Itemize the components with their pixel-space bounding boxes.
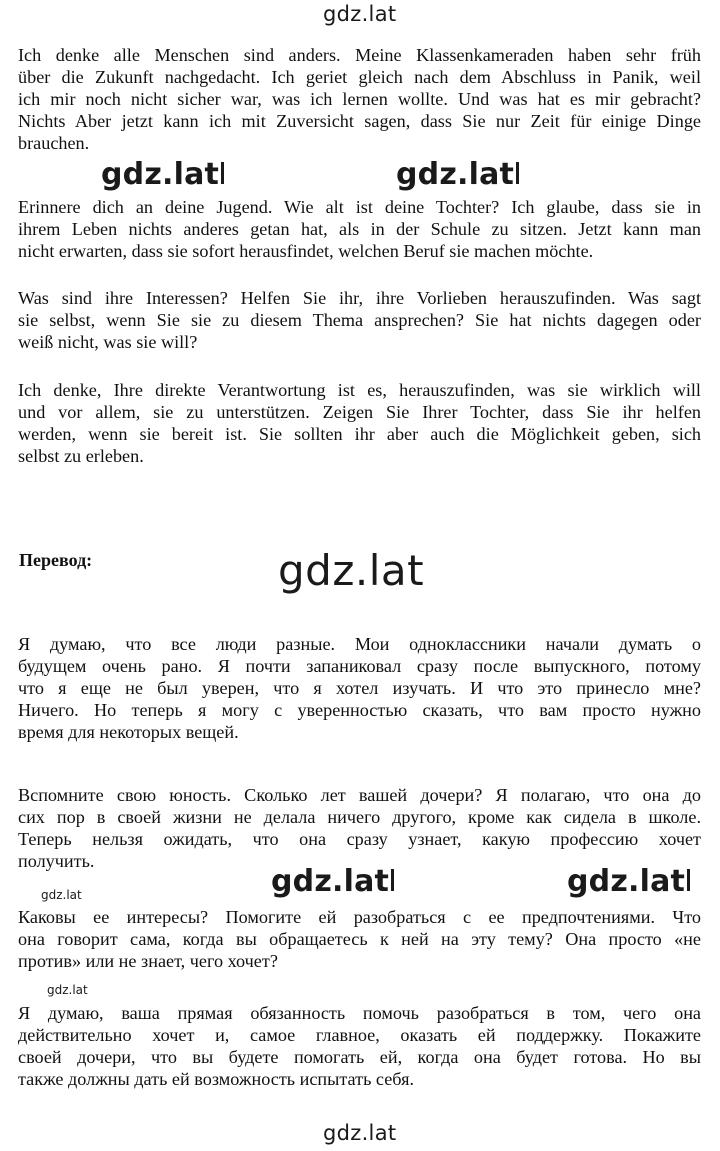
watermark-lower-left <box>271 864 394 899</box>
text-line: она говорит сама, когда вы обращаетесь к ней на эту тему? Она просто «не <box>18 929 701 949</box>
text-line: действительно хочет и, самое главное, оказать ей поддержку. Покажите <box>18 1025 701 1045</box>
text-line: что я еще не был уверен, что я хотел изучать. И что это принесло мне? <box>18 678 701 698</box>
cursor-bar-icon <box>516 162 519 184</box>
text-line: время для некоторых вещей. <box>18 722 239 742</box>
russian-paragraph-3 <box>18 906 701 972</box>
watermark-mid-left <box>101 157 224 192</box>
text-line: Каковы ее интересы? Помогите ей разобраться с ее предпочтениями. Что <box>18 907 701 927</box>
watermark-bottom: gdz.lat <box>323 1121 397 1145</box>
watermark-text: gdz.lat <box>101 157 220 192</box>
text-line: Я думаю, что все люди разные. Мои одноклассники начали думать о <box>18 634 701 654</box>
text-line: Теперь нельзя ожидать, что она сразу узнает, какую профессию хочет <box>18 829 701 849</box>
text-line: Я думаю, ваша прямая обязанность помочь разобраться в том, чего она <box>18 1003 701 1023</box>
text-line: ich mir noch nicht sicher war, was ich lernen wollte. Und was hat es mir gebracht? <box>18 89 701 109</box>
translation-heading: Перевод: <box>19 550 93 570</box>
text-line: Ничего. Но теперь я могу с уверенностью сказать, что вам просто нужно <box>18 700 701 720</box>
watermark-text: gdz.lat <box>567 864 686 899</box>
russian-paragraph-1 <box>18 633 701 743</box>
text-line: und vor allem, sie zu unterstützen. Zeigen Sie Ihrer Tochter, dass Sie ihr helfen <box>18 402 701 422</box>
text-line: Ich denke, Ihre direkte Verantwortung ist es, herauszufinden, was sie wirklich will <box>18 380 701 400</box>
text-line: Ich denke alle Menschen sind anders. Meine Klassenkameraden haben sehr früh <box>18 45 701 65</box>
watermark-text: gdz.lat <box>271 864 390 899</box>
text-line: будущем очень рано. Я почти запаниковал сразу после выпускного, потому <box>18 656 701 676</box>
text-line: сих пор в своей жизни не делала ничего другого, кроме как сидела в школе. <box>18 807 701 827</box>
watermark-mid-right <box>396 157 519 192</box>
watermark-small-2: gdz.lat <box>47 983 88 997</box>
text-line: Erinnere dich an deine Jugend. Wie alt ist deine Tochter? Ich glaube, dass sie in <box>18 197 701 217</box>
german-paragraph-1 <box>18 44 701 154</box>
text-line: werden, wenn sie bereit ist. Sie sollten ihr aber auch die Möglichkeit geben, sich <box>18 424 701 444</box>
text-line: против» или не знает, чего хочет? <box>18 951 278 971</box>
watermark-small-1: gdz.lat <box>41 888 82 902</box>
watermark-center: gdz.lat <box>278 546 425 595</box>
text-line: ihrem Leben nichts anderes getan hat, als in der Schule zu sitzen. Jetzt kann man <box>18 219 701 239</box>
text-line: weiß nicht, was sie will? <box>18 332 198 352</box>
text-line: nicht erwarten, dass sie sofort herausfindet, welchen Beruf sie machen möchte. <box>18 241 594 261</box>
russian-paragraph-2 <box>18 784 701 872</box>
text-line: brauchen. <box>18 133 90 153</box>
cursor-bar-icon <box>687 869 690 891</box>
german-paragraph-2 <box>18 196 701 262</box>
text-line: также должны дать ей возможность испытать себя. <box>18 1069 415 1089</box>
cursor-bar-icon <box>391 869 394 891</box>
text-line: über die Zukunft nachgedacht. Ich geriet gleich nach dem Abschluss in Panik, weil <box>18 67 701 87</box>
text-line: Nichts Aber jetzt kann ich mit Zuversicht sagen, dass Sie nur Zeit für einige Dinge <box>18 111 701 131</box>
text-line: своей дочери, что вы будете помогать ей, когда она будет готова. Но вы <box>18 1047 701 1067</box>
german-paragraph-3 <box>18 287 701 353</box>
german-paragraph-4 <box>18 379 701 467</box>
cursor-bar-icon <box>221 162 224 184</box>
watermark-lower-right <box>567 864 690 899</box>
text-line: Вспомните свою юность. Сколько лет вашей дочери? Я полагаю, что она до <box>18 785 701 805</box>
text-line: sie selbst, wenn Sie sie zu diesem Thema ansprechen? Sie hat nichts dagegen oder <box>18 310 701 330</box>
watermark-text: gdz.lat <box>396 157 515 192</box>
watermark-top: gdz.lat <box>323 2 397 26</box>
russian-paragraph-4 <box>18 1002 701 1090</box>
text-line: Was sind ihre Interessen? Helfen Sie ihr, ihre Vorlieben herauszufinden. Was sagt <box>18 288 701 308</box>
text-line: selbst zu erleben. <box>18 446 144 466</box>
text-line: получить. <box>18 851 95 871</box>
